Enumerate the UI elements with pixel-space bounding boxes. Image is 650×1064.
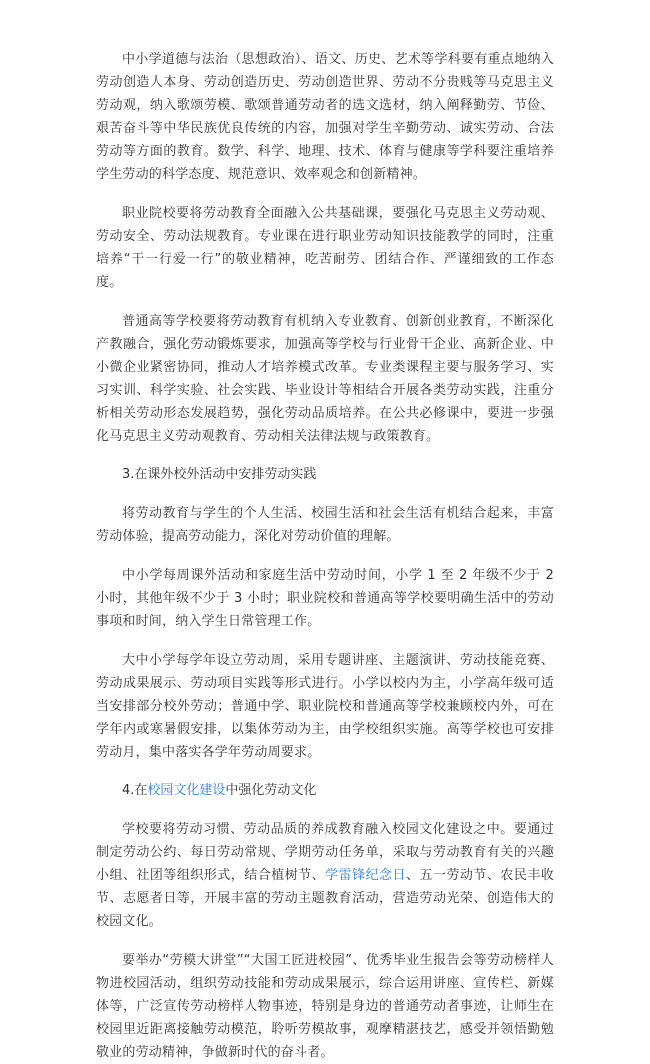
paragraph-labor-week: 大中小学每学年设立劳动周，采用专题讲座、主题演讲、劳动技能竞赛、劳动成果展示、劳动项目实践等形式进行。小学以校内为主，小学高年级可适当安排部分校外劳动；普通中学、职业院校和普通高等学校兼顾校内外，可在学年内或寒暑假安排，以集体劳动为主，由学校组织实施。高等学校也可安排劳动月，集中落实各学年劳动周要求。 — [96, 653, 554, 760]
paragraph-life-integration: 将劳动教育与学生的个人生活、校园生活和社会生活有机结合起来，丰富劳动体验，提高劳动能力，深化对劳动价值的理解。 — [96, 506, 554, 544]
paragraph-vocational-schools: 职业院校要将劳动教育全面融入公共基础课，要强化马克思主义劳动观、劳动安全、劳动法规教育。专业课在进行职业劳动知识技能教学的同时，注重培养“干一行爱一行”的敬业精神，吃苦耐劳、团结合作、严谨细致的工作态度。 — [96, 206, 554, 290]
heading-4-suffix: 中强化劳动文化 — [225, 783, 317, 798]
paragraph-higher-education: 普通高等学校要将劳动教育有机纳入专业教育、创新创业教育，不断深化产教融合，强化劳动锻炼要求，加强高等学校与行业骨干企业、高新企业、中小微企业紧密协同，推动人才培养模式改革。专业类课程主要与服务学习、实习实训、科学实验、社会实践、毕业设计等相结合开展各类劳动实践，注重分析相关劳动形态发展趋势，强化劳动品质培养。在公共必修课中，要进一步强化马克思主义劳动观教育、劳动相关法律法规与政策教育。 — [96, 314, 554, 444]
paragraph-labor-time: 中小学每周课外活动和家庭生活中劳动时间，小学 1 至 2 年级不少于 2 小时，其他年级不少于 3 小时；职业院校和普通高等学校要明确生活中的劳动事项和时间，纳入学生日常管理工作。 — [96, 568, 554, 629]
campus-culture-link[interactable]: 校园文化建设 — [147, 783, 226, 798]
paragraph-role-models: 要举办“劳模大讲堂”“大国工匠进校园”、优秀毕业生报告会等劳动榜样人物进校园活动，组织劳动技能和劳动成果展示，综合运用讲座、宣传栏、新媒体等，广泛宣传劳动榜样人物事迹，特别是身边的普通劳动者事迹，让师生在校园里近距离接触劳动模范，聆听劳模故事，观摩精湛技艺，感受并领悟勤勉敬业的劳动精神，争做新时代的奋斗者。 — [96, 953, 554, 1060]
heading-4-prefix: 4.在 — [122, 783, 148, 798]
paragraph-subject-integration: 中小学道德与法治（思想政治）、语文、历史、艺术等学科要有重点地纳入劳动创造人本身、劳动创造历史、劳动创造世界、劳动不分贵贱等马克思主义劳动观，纳入歌颂劳模、歌颂普通劳动者的选文选材，纳入阐释勤劳、节俭、艰苦奋斗等中华民族优良传统的内容，加强对学生辛勤劳动、诚实劳动、合法劳动等方面的教育。数学、科学、地理、技术、体育与健康等学科要注重培养学生劳动的科学态度、规范意识、效率观念和创新精神。 — [96, 52, 554, 182]
paragraph-7-part-2: 、五一劳动节、农民丰收节、志愿者日等，开展丰富的劳动主题教育活动，营造劳动光荣、创造伟大的校园文化。 — [96, 868, 555, 929]
paragraph-campus-culture — [96, 818, 554, 933]
lei-feng-day-link[interactable]: 学雷锋纪念日 — [325, 868, 407, 883]
section-heading-4 — [96, 780, 554, 802]
section-heading-3: 3.在课外校外活动中安排劳动实践 — [122, 467, 317, 482]
paragraph-7-part-1: 学校要将劳动习惯、劳动品质的养成教育融入校园文化建设之中。要通过制定劳动公约、每日劳动常规、学期劳动任务单，采取与劳动教育有关的兴趣小组、社团等组织形式，结合植树节、 — [96, 822, 554, 883]
